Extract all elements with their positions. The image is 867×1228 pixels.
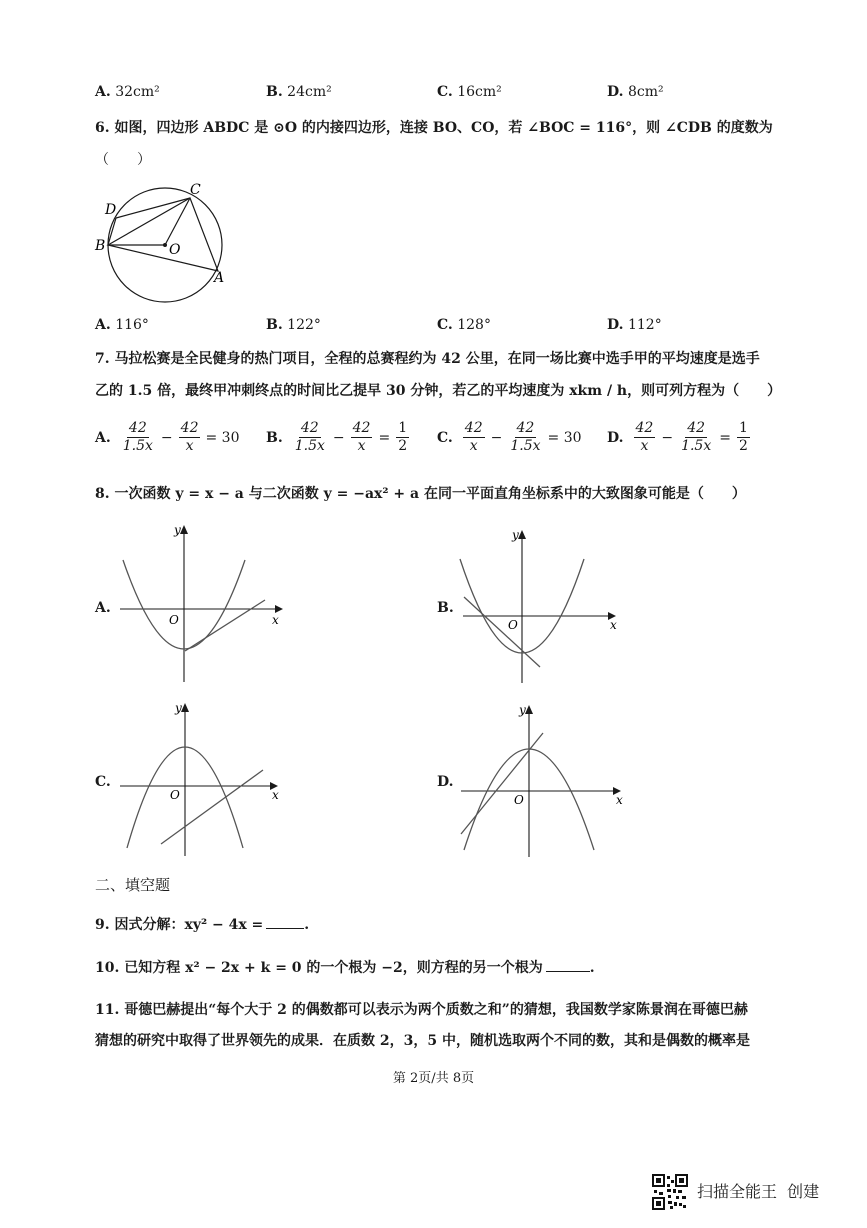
svg-text:y: y — [512, 528, 519, 542]
q6-stem-line2: （ ） — [95, 152, 151, 168]
svg-text:O: O — [514, 793, 524, 807]
q7-stem-line2: 乙的 1.5 倍，最终甲冲刺终点的时间比乙提早 30 分钟，若乙的平均速度为 xkm / h，则可列方程为（ ） — [95, 383, 782, 399]
page-number: 第 2页/共 8页 — [392, 1071, 475, 1086]
line — [464, 597, 540, 667]
qr-code-icon — [652, 1174, 688, 1210]
svg-text:y: y — [519, 703, 526, 717]
segment-dc — [116, 198, 190, 218]
q8-graph-a — [115, 520, 290, 685]
q9: 9. 因式分解：xy² − 4x = . — [95, 917, 310, 933]
label-d: D — [105, 202, 117, 218]
q7-stem-line1: 7. 马拉松赛是全民健身的热门项目，全程的总赛程约为 42 公里，在同一场比赛中选手甲的平均速度是选手 — [95, 351, 760, 367]
q6-option-b: B. 122° — [266, 317, 321, 333]
q10: 10. 已知方程 x² − 2x + k = 0 的一个根为 −2，则方程的另一个根为 . — [95, 960, 595, 976]
watermark-text: 扫描全能王 创建 — [697, 1182, 820, 1201]
q8-graph-b — [458, 525, 628, 685]
q8-graph-a-letter: A. — [95, 600, 111, 616]
q11-line2: 猜想的研究中取得了世界领先的成果．在质数 2，3，5 中，随机选取两个不同的数，其和是偶数的概率是 — [95, 1033, 750, 1049]
q7-option-d: D. $\frac{42}{x}$ − $\frac{42}{1.5x}$ = $\frac{1}{2}$ — [607, 420, 748, 454]
label-c: C — [190, 182, 201, 198]
svg-text:x: x — [616, 793, 623, 807]
svg-text:O: O — [169, 613, 179, 627]
center-point — [163, 243, 167, 247]
label-o: O — [169, 242, 181, 258]
svg-text:y: y — [175, 701, 182, 715]
q8-graph-c-letter: C. — [95, 774, 111, 790]
svg-text:x: x — [272, 788, 279, 802]
q5-option-a: A. 32cm² — [95, 84, 160, 100]
q9-blank — [266, 928, 304, 929]
q11-line1: 11. 哥德巴赫提出“每个大于 2 的偶数都可以表示为两个质数之和”的猜想，我国数学家陈景润在哥德巴赫 — [95, 1002, 748, 1018]
q6-circle-figure — [90, 178, 230, 306]
q6-option-a: A. 116° — [95, 317, 149, 333]
section-title: 二、填空题 — [95, 876, 171, 894]
svg-text:O: O — [170, 788, 180, 802]
q8-graph-c — [115, 698, 290, 860]
label-a: A — [214, 270, 225, 286]
line — [461, 733, 543, 834]
q7-option-b: B. $\frac{42}{1.5x}$ − $\frac{42}{x}$ = $\frac{1}{2}$ — [266, 420, 408, 454]
q8-graph-b-letter: B. — [437, 600, 454, 616]
q6-option-d: D. 112° — [607, 317, 662, 333]
q6-stem-line1: 6. 如图，四边形 ABDC 是 ⊙O 的内接四边形，连接 BO、CO，若 ∠BOC = 116°，则 ∠CDB 的度数为 — [95, 120, 773, 136]
q5-option-d: D. 8cm² — [607, 84, 664, 100]
q6-option-c: C. 128° — [437, 317, 491, 333]
q7-option-c: C. $\frac{42}{x}$ − $\frac{42}{1.5x}$ = 30 — [437, 420, 582, 454]
svg-text:O: O — [508, 618, 518, 632]
q10-blank — [546, 971, 590, 972]
line — [161, 770, 263, 844]
q8-graph-d — [458, 700, 630, 860]
triangle-bca — [108, 198, 218, 271]
q5-option-c: C. 16cm² — [437, 84, 502, 100]
svg-text:x: x — [272, 613, 279, 627]
q5-option-b: B. 24cm² — [266, 84, 332, 100]
label-b: B — [95, 238, 106, 254]
q7-option-a: A. $\frac{42}{1.5x}$ − $\frac{42}{x}$ = 30 — [95, 420, 240, 454]
q8-stem: 8. 一次函数 y = x − a 与二次函数 y = −ax² + a 在同一平面直角坐标系中的大致图象可能是（ ） — [95, 486, 746, 502]
svg-text:x: x — [610, 618, 617, 632]
q8-graph-d-letter: D. — [437, 774, 454, 790]
svg-text:y: y — [174, 523, 181, 537]
